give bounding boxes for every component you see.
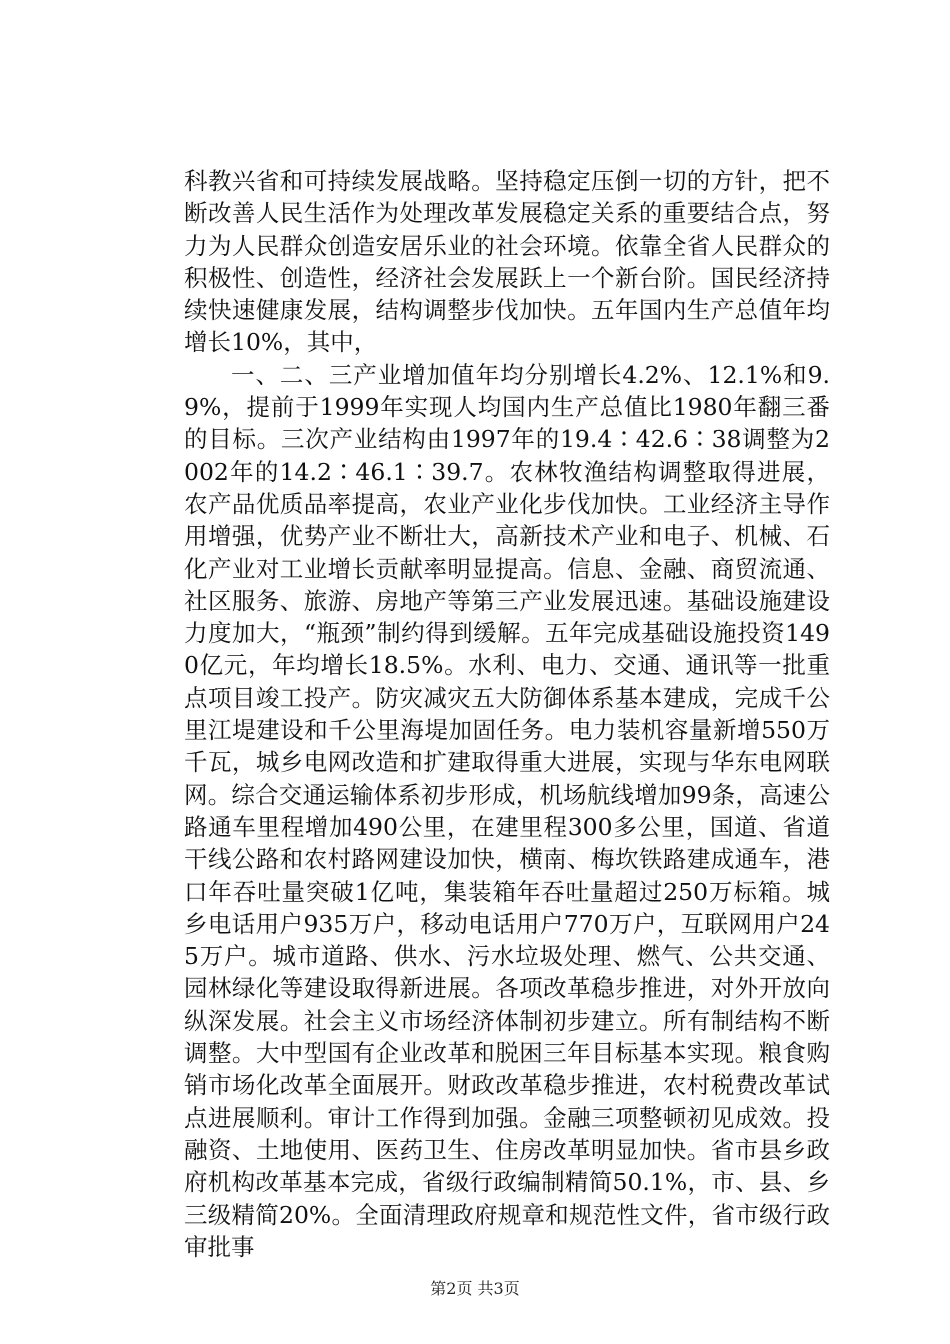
page-number-footer: 第2页 共3页 [430, 1279, 520, 1298]
paragraph-1: 科教兴省和可持续发展战略。坚持稳定压倒一切的方针，把不断改善人民生活作为处理改革发展稳定关系的重要结合点，努力为人民群众创造安居乐业的社会环境。依靠全省人民群众的积极性、创造性，经济社会发展跃上一个新台阶。国民经济持续快速健康发展，结构调整步伐加快。五年国内生产总值年均增长10%，其中， [184, 167, 830, 357]
document-body [184, 165, 830, 1263]
paragraph-2: 一、二、三产业增加值年均分别增长4.2%、12.1%和9.9%，提前于1999年实现人均国内生产总值比1980年翻三番的目标。三次产业结构由1997年的19.4∶42.6∶38调整为2002年的14.2∶46.1∶39.7。农林牧渔结构调整取得进展，农产品优质品率提高，农业产业化步伐加快。工业经济主导作用增强，优势产业不断壮大，高新技术产业和电子、机械、石化产业对工业增长贡献率明显提高。信息、金融、商贸流通、社区服务、旅游、房地产等第三产业发展迅速。基础设施建设力度加大，“瓶颈”制约得到缓解。五年完成基础设施投资1490亿元，年均增长18.5%。水利、电力、交通、通讯等一批重点项目竣工投产。防灾减灾五大防御体系基本建成，完成千公里江堤建设和千公里海堤加固任务。电力装机容量新增550万千瓦，城乡电网改造和扩建取得重大进展，实现与华东电网联网。综合交通运输体系初步形成，机场航线增加99条，高速公路通车里程增加490公里，在建里程300多公里，国道、省道干线公路和农村路网建设加快，横南、梅坎铁路建成通车，港口年吞吐量突破1亿吨，集装箱年吞吐量超过250万标箱。城乡电话用户935万户，移动电话用户770万户，互联网用户245万户。城市道路、供水、污水垃圾处理、燃气、公共交通、园林绿化等建设取得新进展。各项改革稳步推进，对外开放向纵深发展。社会主义市场经济体制初步建立。所有制结构不断调整。大中型国有企业改革和脱困三年目标基本实现。粮食购销市场化改革全面展开。财政改革稳步推进，农村税费改革试点进展顺利。审计工作得到加强。金融三项整顿初见成效。投融资、土地使用、医药卫生、住房改革明显加快。省市县乡政府机构改革基本完成，省级行政编制精简50.1%，市、县、乡三级精简20%。全面清理政府规章和规范性文件，省市级行政审批事 [184, 360, 830, 1261]
